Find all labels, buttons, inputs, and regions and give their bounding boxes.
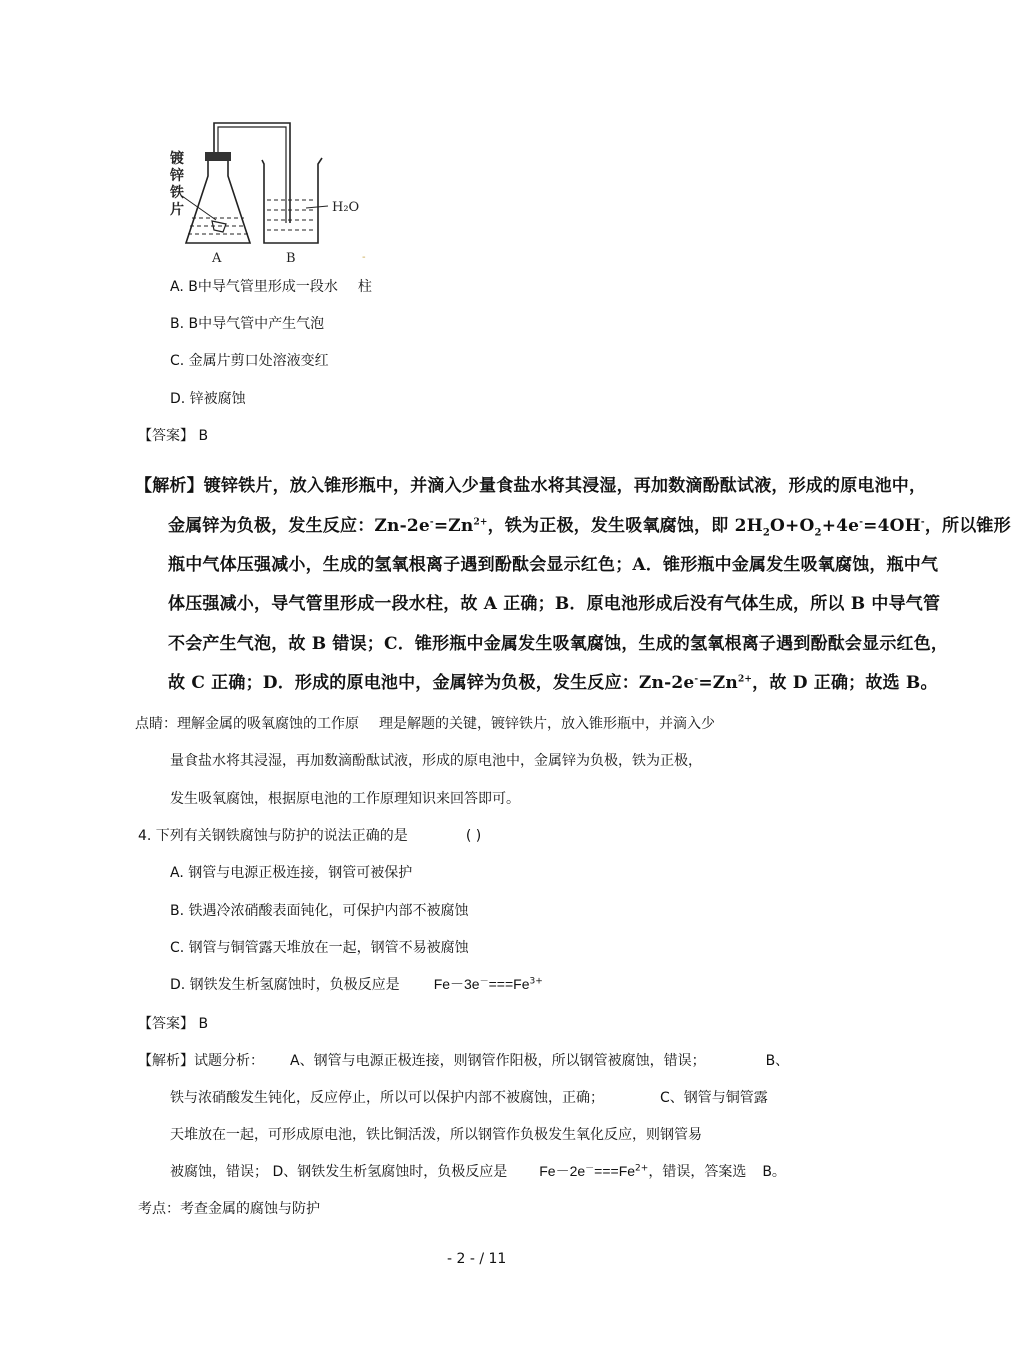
- q3-analysis-line-5: 不会产生气泡，故 B 错误；C．锥形瓶中金属发生吸氧腐蚀，生成的氢氧根离子遇到酚酞会显示红色，: [168, 634, 949, 654]
- label-h2o: H₂O: [332, 200, 360, 215]
- q3-comment-line-2: 量食盐水将其浸湿，再加数滴酚酞试液，形成的原电池中，金属锌为负极，铁为正极，: [170, 753, 702, 769]
- q3-comment-line-1: 点睛：理解金属的吸氧腐蚀的工作原 理是解题的关键，镀锌铁片，放入锥形瓶中，并滴入少: [135, 716, 715, 732]
- label-side-4: 片: [170, 202, 184, 218]
- q4-option-b: B. 铁遇冷浓硝酸表面钝化，可保护内部不被腐蚀: [170, 903, 469, 919]
- q4-point: 考点：考查金属的腐蚀与防护: [138, 1201, 320, 1217]
- q3-option-c: C. 金属片剪口处溶液变红: [170, 353, 329, 369]
- label-a: A: [212, 251, 222, 266]
- q3-option-b: B. B中导气管中产生气泡: [170, 316, 325, 332]
- experiment-figure: [168, 118, 378, 268]
- q3-option-d: D. 锌被腐蚀: [170, 391, 246, 407]
- q3-analysis-line-2: 金属锌为负极，发生反应：$Zn-2e^-=Zn^{2+}$，铁为正极，发生吸氧腐蚀，即 $2H_2O+O_2+4e^-=4OH^-$，所以锥形: [168, 516, 1011, 539]
- label-side-1: 镀: [170, 151, 184, 167]
- q4-answer: 【答案】 B: [138, 1016, 209, 1032]
- q4-analysis-line-4: 被腐蚀，错误； D、钢铁发生析氢腐蚀时，负极反应是 $Fe-2e^-===Fe^{2+}$，错误，答案选 B。: [170, 1163, 786, 1180]
- q4-analysis-line-1: 【解析】试题分析： A、钢管与电源正极连接，则钢管作阳极，所以钢管被腐蚀，错误； B、: [138, 1053, 790, 1069]
- label-side-2: 锌: [170, 168, 184, 184]
- label-side-3: 铁: [170, 185, 184, 201]
- stopper: [205, 152, 231, 161]
- q3-option-a: A. B中导气管里形成一段水 柱: [170, 279, 372, 295]
- q3-comment-line-3: 发生吸氧腐蚀，根据原电池的工作原理知识来回答即可。: [170, 791, 520, 807]
- q4-option-c: C. 钢管与铜管露天堆放在一起，钢管不易被腐蚀: [170, 940, 469, 956]
- q3-answer: 【答案】 B: [138, 428, 209, 444]
- label-b: B: [286, 251, 296, 266]
- gas-tube: [214, 123, 290, 223]
- q4-analysis-line-3: 天堆放在一起，可形成原电池，铁比铜活泼，所以钢管作负极发生氧化反应，则钢管易: [170, 1127, 702, 1143]
- q4-stem: 4. 下列有关钢铁腐蚀与防护的说法正确的是 ( ): [138, 828, 482, 844]
- q3-analysis-line-6: 故 C 正确；D．形成的原电池中，金属锌为负极，发生反应：$Zn-2e^-=Zn^{2+}$，故 D 正确；故选 B。: [168, 673, 938, 693]
- q3-analysis-line-3: 瓶中气体压强减小，生成的氢氧根离子遇到酚酞会显示红色；A．锥形瓶中金属发生吸氧腐蚀，瓶中气: [168, 555, 939, 575]
- q4-option-a: A. 钢管与电源正极连接，钢管可被保护: [170, 865, 413, 881]
- q4-option-d: D. 钢铁发生析氢腐蚀时，负极反应是 $Fe-3e^-===Fe^{3+}$: [170, 976, 543, 993]
- stray-mark: -: [362, 252, 366, 263]
- q3-analysis-line-4: 体压强减小，导气管里形成一段水柱，故 A 正确；B．原电池形成后没有气体生成，所以 B 中导气管: [168, 594, 941, 614]
- page-number: - 2 - / 11: [447, 1251, 507, 1267]
- q4-analysis-line-2: 铁与浓硝酸发生钝化，反应停止，所以可以保护内部不被腐蚀，正确； C、钢管与铜管露: [170, 1090, 768, 1106]
- q3-analysis-line-1: 【解析】镀锌铁片，放入锥形瓶中，并滴入少量食盐水将其浸湿，再加数滴酚酞试液，形成的原电池中，: [135, 476, 927, 496]
